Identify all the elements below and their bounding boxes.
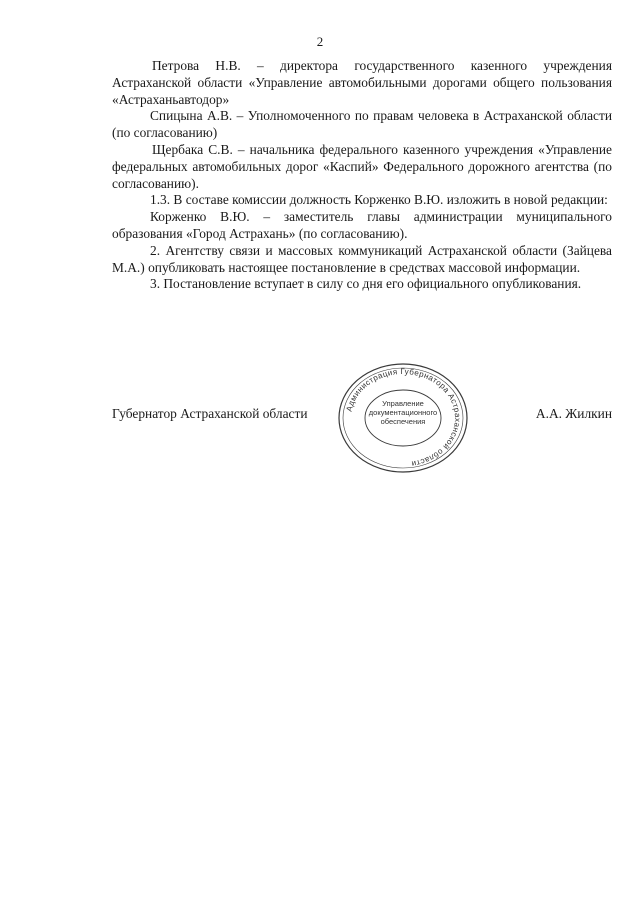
signatory-name: А.А. Жилкин xyxy=(535,406,612,421)
stamp-center-text xyxy=(336,399,470,426)
stamp-center-line-1: Управление xyxy=(382,399,424,408)
stamp-center-line-3: обеспечения xyxy=(380,417,426,426)
paragraph-shcherbak: Щербака С.В. – начальника федерального казенного учреждения «Управление федеральных автомобильных дорог «Каспий» Федерального дорожного агентства (по согласованию). xyxy=(112,141,612,191)
paragraph-item-1-3: 1.3. В составе комиссии должность Корженко В.Ю. изложить в новой редакции: xyxy=(150,192,608,208)
stamp-ring-text: Администрация Губернатора Астраханской области xyxy=(344,366,463,469)
stamp-center-line-2: документационного xyxy=(368,408,438,417)
page-number: 2 xyxy=(316,34,324,49)
paragraph-korzhenko: Корженко В.Ю. – заместитель главы администрации муниципального образования «Город Астрахань» (по согласованию). xyxy=(112,209,612,241)
document-body xyxy=(112,58,612,293)
official-stamp xyxy=(336,362,470,474)
paragraph-item-2: 2. Агентству связи и массовых коммуникаций Астраханской области (Зайцева М.А.) опубликовать настоящее постановление в средствах массовой информации. xyxy=(112,242,612,275)
paragraph-petrov: Петрова Н.В. – директора государственного казенного учреждения Астраханской области «Управление автомобильными дорогами общего пользования «Астраханьавтодор» xyxy=(112,58,612,107)
paragraph-spitsyna: Спицына А.В. – Уполномоченного по правам человека в Астраханской области (по согласованию) xyxy=(112,108,612,141)
signatory-position: Губернатор Астраханской области xyxy=(112,406,308,421)
paragraph-item-3: 3. Постановление вступает в силу со дня его официального опубликования. xyxy=(150,276,582,292)
